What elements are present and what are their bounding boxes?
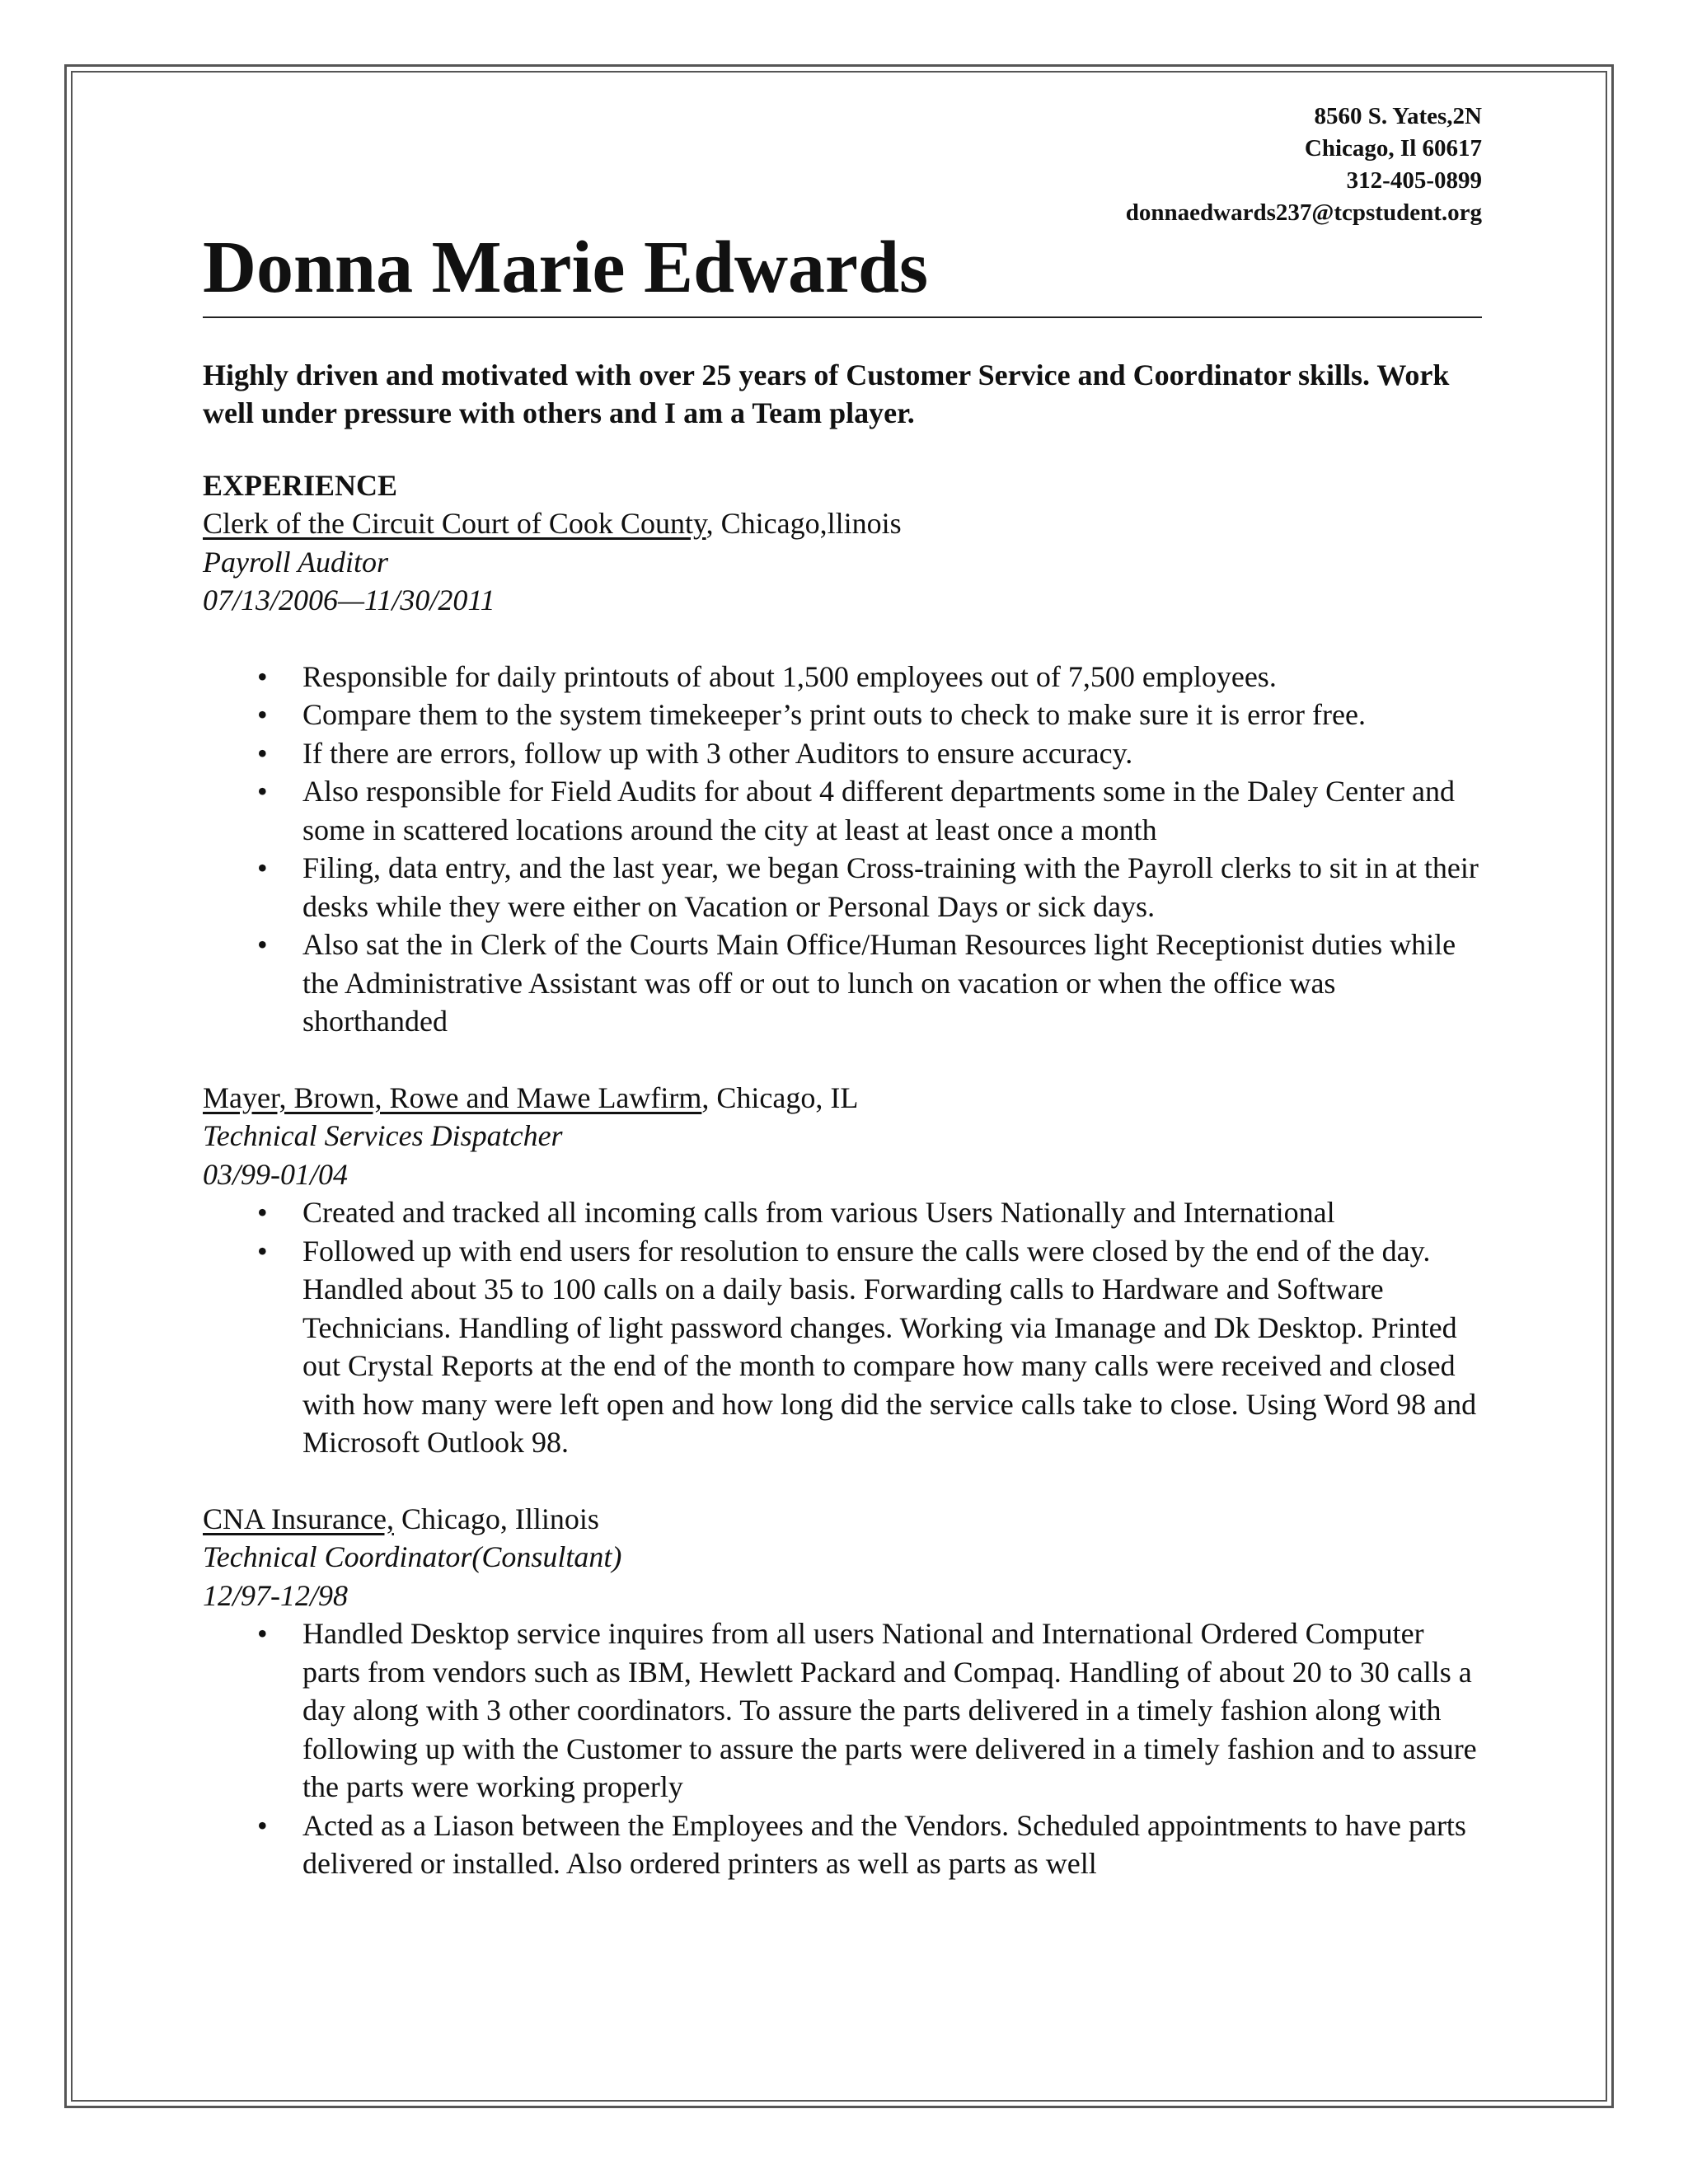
bullet-icon: • <box>257 659 268 693</box>
job-dates: 12/97-12/98 <box>203 1578 348 1612</box>
bullet-item: • Filing, data entry, and the last year, we began Cross-training with the Payroll clerks to sit in at their desks while they were either on Vacation or Personal Days or sick days. <box>302 849 1482 926</box>
employer-location: , Chicago,llinois <box>706 507 902 540</box>
employer-line <box>203 1079 1482 1118</box>
experience-heading: EXPERIENCE <box>203 469 398 502</box>
employer-location: Chicago, Illinois <box>393 1502 599 1535</box>
contact-address: 8560 S. Yates,2N <box>1314 103 1482 129</box>
employer-name: Mayer, Brown, Rowe and Mawe Lawfirm <box>203 1080 702 1114</box>
job-bullets <box>203 658 1482 1041</box>
bullet-item: • Created and tracked all incoming calls from various Users Nationally and International <box>302 1193 1482 1232</box>
bullet-icon: • <box>257 775 268 808</box>
job-bullets <box>203 1193 1482 1462</box>
bullet-icon: • <box>257 736 268 770</box>
bullet-item: • Handled Desktop service inquires from all users National and International Ordered Computer parts from vendors such as IBM, Hewlett Packard and Compaq. Handling of about 20 to 30 calls a day along with 3 other coordinators. To assure the parts delivered in a timely fashion along with following up with the Customer to assure the parts were delivered in a timely fashion and to assure the parts were working properly <box>302 1615 1482 1807</box>
bullet-icon: • <box>257 1617 268 1650</box>
job-title: Technical Services Dispatcher <box>203 1119 563 1152</box>
contact-email: donnaedwards237@tcpstudent.org <box>1125 199 1482 226</box>
employer-line <box>203 1500 1482 1539</box>
bullet-icon: • <box>257 1196 268 1229</box>
employer-location: , Chicago, IL <box>701 1080 859 1114</box>
bullet-icon: • <box>257 928 268 961</box>
bullet-icon: • <box>257 851 268 884</box>
resume-content <box>203 101 1482 1883</box>
bullet-item: • Also sat the in Clerk of the Courts Main Office/Human Resources light Receptionist duties while the Administrative Assistant was off or out to lunch on vacation or when the office was shorthanded <box>302 926 1482 1041</box>
job-dates: 07/13/2006—11/30/2011 <box>203 583 495 616</box>
bullet-item: • Also responsible for Field Audits for about 4 different departments some in the Daley Center and some in scattered locations around the city at least at least once a month <box>302 772 1482 849</box>
employer-name: Clerk of the Circuit Court of Cook County <box>203 507 706 540</box>
job-dates: 03/99-01/04 <box>203 1157 348 1191</box>
job-title: Payroll Auditor <box>203 545 388 579</box>
employer-line <box>203 504 1482 543</box>
job-entry <box>203 1079 1482 1462</box>
bullet-item: • Responsible for daily printouts of about 1,500 employees out of 7,500 employees. <box>302 658 1482 696</box>
contact-city: Chicago, Il 60617 <box>1304 135 1482 162</box>
job-title: Technical Coordinator(Consultant) <box>203 1540 622 1573</box>
bullet-icon: • <box>257 698 268 731</box>
resume-name: Donna Marie Edwards <box>203 231 1482 318</box>
bullet-item: • Acted as a Liason between the Employees and the Vendors. Scheduled appointments to have parts delivered or installed. Also ordered printers as well as parts as well <box>302 1807 1482 1883</box>
employer-name: CNA Insurance, <box>203 1502 394 1535</box>
bullet-item: • If there are errors, follow up with 3 other Auditors to ensure accuracy. <box>302 734 1482 773</box>
contact-block <box>203 101 1482 229</box>
contact-phone: 312-405-0899 <box>1346 167 1482 194</box>
bullet-item: • Followed up with end users for resolution to ensure the calls were closed by the end of the day. Handled about 35 to 100 calls on a daily basis. Forwarding calls to Hardware and Software Technicians. Handling of light password changes. Working via Imanage and Dk Desktop. Printed out Crystal Reports at the end of the month to compare how many calls were received and closed with how many were left open and how long did the service calls take to close. Using Word 98 and Microsoft Outlook 98. <box>302 1232 1482 1462</box>
bullet-icon: • <box>257 1808 268 1842</box>
job-entry <box>203 504 1482 1041</box>
job-entry <box>203 1500 1482 1883</box>
job-bullets <box>203 1615 1482 1883</box>
bullet-item: • Compare them to the system timekeeper’s print outs to check to make sure it is error free. <box>302 696 1482 734</box>
summary: Highly driven and motivated with over 25 years of Customer Service and Coordinator skills. Work well under pressure with others and I am a Team player. <box>203 359 1450 429</box>
bullet-icon: • <box>257 1234 268 1268</box>
